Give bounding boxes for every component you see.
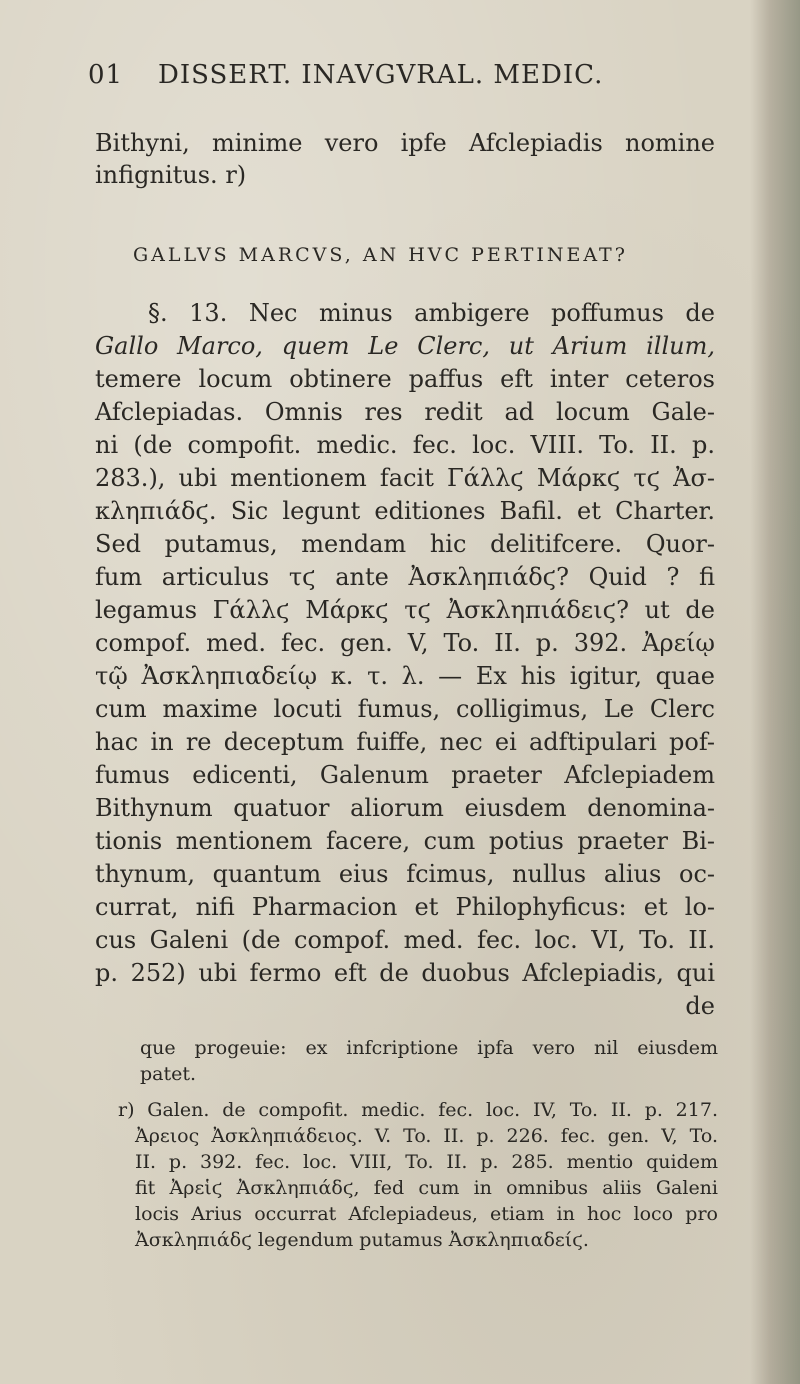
- footnote-line: II. p. 392. fec. loc. VIII, To. II. p. 285. mentio quidem: [135, 1151, 718, 1173]
- page-edge-binding: [750, 0, 800, 1384]
- body-line: Sed putamus, mendam hic delitifcere. Quor-: [95, 530, 715, 558]
- intro-line: infignitus. r): [95, 161, 247, 189]
- body-line: currat, nifi Pharmacion et Philophyficus: et lo-: [95, 893, 715, 921]
- footnote-line: r) Galen. de compofit. medic. fec. loc. IV, To. II. p. 217.: [118, 1099, 718, 1121]
- body-line: p. 252) ubi fermo eft de duobus Afclepiadis, qui: [95, 959, 715, 987]
- footnote-line: Ἀρειος Ἀσκληπιάδειος. V. To. II. p. 226. fec. gen. V, To.: [135, 1125, 718, 1147]
- footnote-line: que progeuie: ex infcriptione ipfa vero nil eiusdem: [140, 1037, 718, 1059]
- body-line: cum maxime locuti fumus, colligimus, Le Clerc: [95, 695, 715, 723]
- footnote-line: locis Arius occurrat Afclepiadeus, etiam in hoc loco pro: [135, 1203, 718, 1225]
- body-line: Afclepiadas. Omnis res redit ad locum Gale-: [95, 398, 715, 426]
- footnote-line: patet.: [140, 1063, 197, 1085]
- footnote-line: fit Ἀρεἱϛ Ἀσκληπιάδϛ, fed cum in omnibus aliis Galeni: [135, 1177, 718, 1199]
- body-line-italic: Gallo Marco, quem Le Clerc, ut Arium illum,: [95, 332, 715, 360]
- body-line: §. 13. Nec minus ambigere poffumus de: [148, 299, 715, 327]
- body-line: hac in re deceptum fuiffe, nec ei adftipulari pof-: [95, 728, 715, 756]
- body-line: Bithynum quatuor aliorum eiusdem denomina-: [95, 794, 715, 822]
- body-line: τῷ Ἀσκληπιαδείῳ κ. τ. λ. — Ex his igitur, quae: [95, 662, 715, 690]
- body-line: fumus edicenti, Galenum praeter Afclepiadem: [95, 761, 715, 789]
- body-line: thynum, quantum eius fcimus, nullus alius oc-: [95, 860, 715, 888]
- body-line: fum articulus τϛ ante Ἀσκληπιάδϛ? Quid ? fi: [95, 563, 715, 591]
- body-line: ni (de compofit. medic. fec. loc. VIII. To. II. p.: [95, 431, 715, 459]
- body-line: temere locum obtinere paffus eft inter ceteros: [95, 365, 715, 393]
- intro-line: Bithyni, minime vero ipfe Afclepiadis nomine: [95, 129, 715, 157]
- body-line: κληπιάδϛ. Sic legunt editiones Bafil. et Charter.: [95, 497, 715, 525]
- running-header: [88, 60, 708, 100]
- body-line: compof. med. fec. gen. V, To. II. p. 392. Ἀρείῳ: [95, 629, 715, 657]
- body-line: [95, 331, 715, 361]
- body-line: legamus Γάλλϛ Μάρκϛ τϛ Ἀσκληπιάδειϛ? ut de: [95, 596, 715, 624]
- catchword: de: [685, 992, 715, 1020]
- running-title: DISSERT. INAVGVRAL. MEDIC.: [158, 60, 604, 90]
- footnote-line: Ἀσκληπιάδϛ legendum putamus Ἀσκληπιαδείϛ.: [135, 1229, 589, 1251]
- section-heading: GALLVS MARCVS, AN HVC PERTINEAT?: [133, 244, 628, 266]
- page-number: 01: [88, 60, 124, 90]
- body-line: cus Galeni (de compof. med. fec. loc. VI, To. II.: [95, 926, 715, 954]
- body-line: 283.), ubi mentionem facit Γάλλϛ Μάρκϛ τϛ Ἀσ-: [95, 464, 715, 492]
- body-line: tionis mentionem facere, cum potius praeter Bi-: [95, 827, 715, 855]
